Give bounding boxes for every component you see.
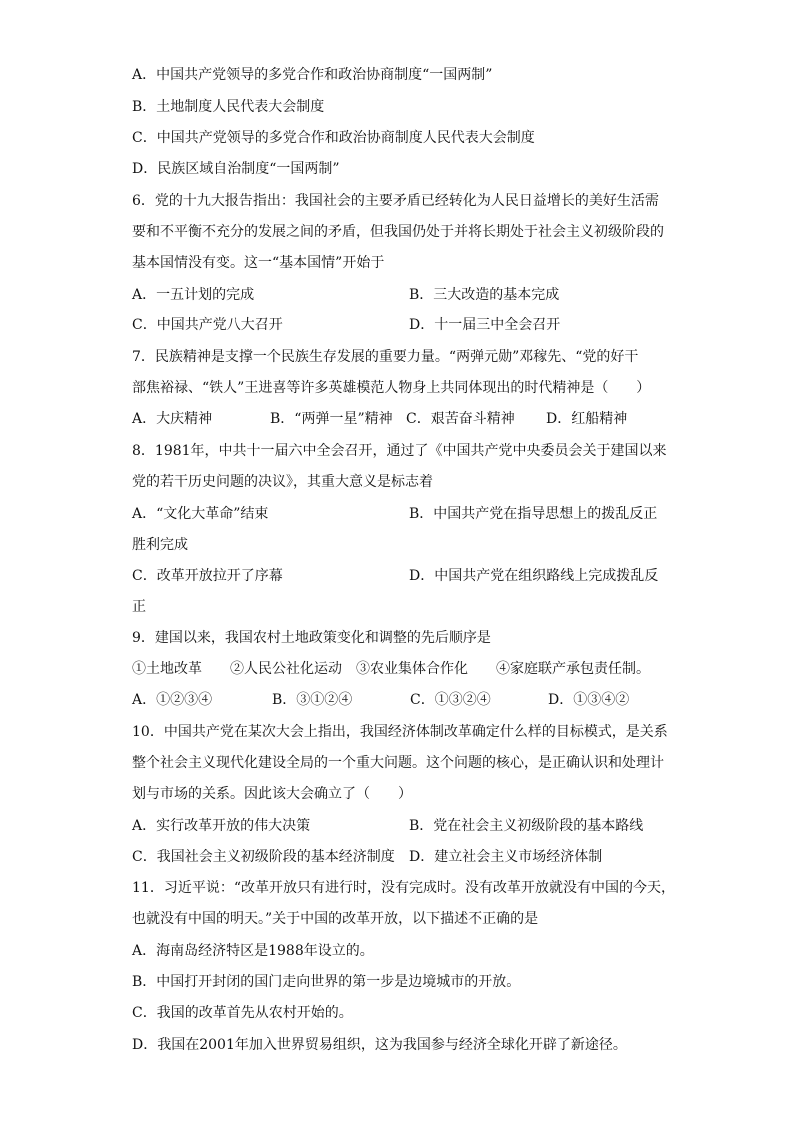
q11-option-b: B．中国打开封闭的国门走向世界的第一步是边境城市的开放。: [132, 974, 521, 990]
q9-option-c: C．①③②④: [410, 692, 491, 708]
q5-option-b: B．土地制度人民代表大会制度: [132, 99, 325, 115]
q8-option-a: A．“文化大革命”结束: [132, 506, 269, 522]
q10-option-b: B．党在社会主义初级阶段的基本路线: [409, 818, 644, 834]
q5-option-a: A．中国共产党领导的多党合作和政治协商制度“一国两制”: [132, 67, 493, 83]
q6-stem-line-1: 6．党的十九大报告指出：我国社会的主要矛盾已经转化为人民日益增长的美好生活需: [132, 193, 659, 209]
q8-option-c: C．改革开放拉开了序幕: [132, 568, 283, 584]
q8-option-d-cont: 正: [132, 599, 146, 615]
q6-option-c: C．中国共产党八大召开: [132, 317, 283, 333]
q10-option-c: C．我国社会主义初级阶段的基本经济制度: [132, 849, 395, 865]
q11-stem-line-2: 也就没有中国的明天。”关于中国的改革开放，以下描述不正确的是: [132, 911, 539, 927]
q6-stem-line-2: 要和不平衡不充分的发展之间的矛盾，但我国仍处于并将长期处于社会主义初级阶段的: [132, 224, 664, 240]
q6-option-a: A．一五计划的完成: [132, 287, 255, 303]
q5-option-c: C．中国共产党领导的多党合作和政治协商制度人民代表大会制度: [132, 130, 535, 146]
q6-option-b: B．三大改造的基本完成: [409, 287, 560, 303]
q11-option-d: D．我国在2001年加入世界贸易组织，这为我国参与经济全球化开辟了新途径。: [132, 1037, 627, 1053]
q8-stem-line-1: 8．1981年，中共十一届六中全会召开，通过了《中国共产党中央委员会关于建国以来: [132, 443, 667, 459]
q10-stem-line-1: 10．中国共产党在某次大会上指出，我国经济体制改革确定什么样的目标模式，是关系: [132, 724, 668, 740]
q9-option-a: A．①②③④: [132, 692, 213, 708]
q8-option-b: B．中国共产党在指导思想上的拨乱反正: [409, 506, 658, 522]
q5-option-d: D．民族区域自治制度“一国两制”: [132, 161, 340, 177]
q11-option-a: A．海南岛经济特区是1988年设立的。: [132, 943, 374, 959]
q9-items: ①土地改革 ②人民公社化运动 ③农业集体合作化 ④家庭联产承包责任制。: [132, 661, 650, 677]
q9-option-b: B．③①②④: [272, 692, 353, 708]
q8-option-b-cont: 胜利完成: [132, 537, 188, 553]
q10-option-d: D．建立社会主义市场经济体制: [409, 849, 603, 865]
q11-stem-line-1: 11．习近平说：“改革开放只有进行时，没有完成时。没有改革开放就没有中国的今天，: [132, 880, 675, 896]
q8-option-d: D．中国共产党在组织路线上完成拨乱反: [409, 568, 659, 584]
q7-stem-line-1: 7．民族精神是支撑一个民族生存发展的重要力量。“两弹元勋”邓稼先、“党的好干: [132, 349, 639, 365]
q10-option-a: A．实行改革开放的伟大决策: [132, 818, 311, 834]
q7-option-d: D．红船精神: [546, 411, 628, 427]
q11-option-c: C．我国的改革首先从农村开始的。: [132, 1005, 353, 1021]
q9-stem: 9．建国以来，我国农村土地政策变化和调整的先后顺序是: [132, 630, 491, 646]
q8-stem-line-2: 党的若干历史问题的决议》，其重大意义是标志着: [132, 474, 433, 490]
q6-option-d: D．十一届三中全会召开: [409, 317, 561, 333]
q9-option-d: D．①③④②: [548, 692, 630, 708]
q7-option-a: A．大庆精神: [132, 411, 213, 427]
q7-stem-line-2: 部焦裕禄、“铁人”王进喜等许多英雄模范人物身上共同体现出的时代精神是（ ）: [132, 380, 651, 396]
q10-stem-line-3: 划与市场的关系。因此该大会确立了（ ）: [132, 786, 412, 802]
q10-stem-line-2: 整个社会主义现代化建设全局的一个重大问题。这个问题的核心，是正确认识和处理计: [132, 755, 664, 771]
q7-option-b: B．“两弹一星”精神: [270, 411, 393, 427]
q6-stem-line-3: 基本国情没有变。这一“基本国情”开始于: [132, 255, 385, 271]
q7-option-c: C．艰苦奋斗精神: [406, 411, 515, 427]
